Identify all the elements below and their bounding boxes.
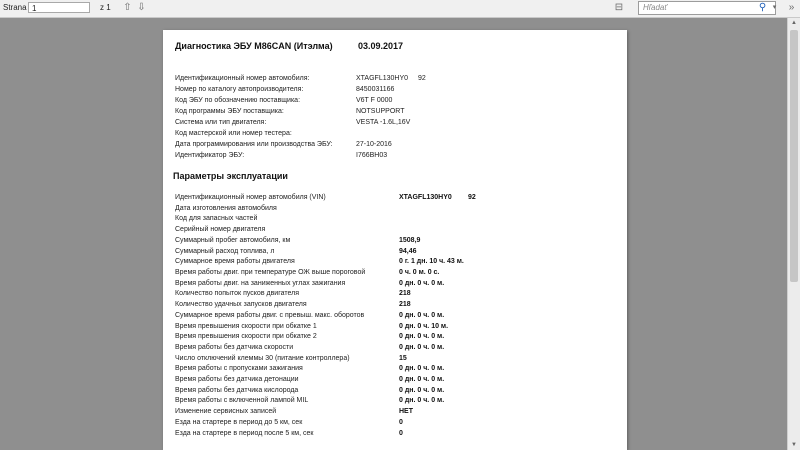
param-value: 0 дн. 0 ч. 0 м. [399, 387, 445, 394]
param-value: 0 [399, 419, 403, 426]
param-value: 0 дн. 0 ч. 0 м. [399, 312, 445, 319]
info-value: V6T F 0000 [356, 97, 393, 104]
report-date: 03.09.2017 [358, 41, 404, 51]
param-value: 0 дн. 0 ч. 0 м. [399, 333, 445, 340]
param-label: Идентификационный номер автомобиля (VIN) [175, 194, 326, 201]
param-label: Время превышения скорости при обкатке 2 [175, 333, 317, 340]
page-total-label: z 1 [100, 3, 111, 12]
param-label: Время работы двиг. на заниженных углах зажигания [175, 280, 346, 287]
scroll-down-icon[interactable]: ▼ [791, 442, 797, 448]
arrow-up-icon[interactable]: ⇧ [123, 2, 132, 13]
page-number-input[interactable]: 1 [28, 2, 90, 13]
info-label: Система или тип двигателя: [175, 119, 267, 126]
section-title: Параметры эксплуатации [173, 171, 288, 181]
param-label: Время превышения скорости при обкатке 1 [175, 323, 317, 330]
scroll-up-icon[interactable]: ▲ [791, 20, 797, 26]
arrow-down-icon[interactable]: ⇩ [137, 2, 146, 13]
info-value: VESTA -1.6L,16V [356, 119, 411, 126]
param-value: 0 [399, 430, 403, 437]
info-value: 8450031166 [356, 86, 395, 93]
param-label: Время работы без датчика кислорода [175, 387, 299, 394]
info-value-2: 92 [418, 75, 426, 82]
param-label: Число отключений клеммы 30 (питание контроллера) [175, 355, 350, 362]
param-value: XTAGFL130HY0 [399, 194, 452, 201]
info-label: Код программы ЭБУ поставщика: [175, 108, 284, 115]
info-label: Код мастерской или номер тестера: [175, 130, 292, 137]
param-value: 15 [399, 355, 407, 362]
param-value: 0 г. 1 дн. 10 ч. 43 м. [399, 258, 464, 265]
param-label: Изменение сервисных записей [175, 408, 277, 415]
info-value: XTAGFL130HY0 [356, 75, 409, 82]
chevron-down-icon[interactable]: ▾ [772, 4, 777, 11]
param-label: Время работы без датчика детонации [175, 376, 299, 383]
param-value: 218 [399, 290, 411, 297]
param-value: 1508,9 [399, 237, 421, 244]
param-label: Серийный номер двигателя [175, 226, 266, 233]
param-label: Время работы двиг. при температуре ОЖ выше пороговой [175, 269, 366, 276]
param-label: Время работы с пропусками зажигания [175, 365, 303, 372]
param-value: 0 ч. 0 м. 0 с. [399, 269, 440, 276]
info-value: 27-10-2016 [356, 141, 392, 148]
param-label: Суммарный расход топлива, л [175, 248, 275, 255]
param-value: 0 дн. 0 ч. 0 м. [399, 376, 445, 383]
info-label: Дата программирования или производства ЭБУ: [175, 141, 333, 148]
info-label: Код ЭБУ по обозначению поставщика: [175, 97, 301, 104]
param-label: Код для запасных частей [175, 215, 258, 222]
param-label: Время работы без датчика скорости [175, 344, 294, 351]
document-viewport [0, 18, 788, 450]
report-title: Диагностика ЭБУ М86CAN (Итэлма) [175, 41, 333, 51]
param-value: 0 дн. 0 ч. 0 м. [399, 280, 445, 287]
info-label: Идентификационный номер автомобиля: [175, 75, 310, 82]
info-value: NOTSUPPORT [356, 108, 405, 115]
param-label: Время работы с включенной лампой MIL [175, 397, 309, 404]
param-label: Количество удачных запусков двигателя [175, 301, 307, 308]
search-input[interactable]: Hľadať [638, 1, 776, 15]
param-value: 0 дн. 0 ч. 0 м. [399, 344, 445, 351]
vertical-scrollbar[interactable] [787, 18, 800, 450]
param-label: Суммарное время работы двиг. с превыш. макс. оборотов [175, 312, 365, 319]
param-label: Суммарное время работы двигателя [175, 258, 295, 265]
info-label: Номер по каталогу автопроизводителя: [175, 86, 304, 93]
param-label: Количество попыток пусков двигателя [175, 290, 299, 297]
scrollbar-thumb[interactable] [790, 30, 798, 282]
param-value: НЕТ [399, 408, 413, 415]
binoculars-icon[interactable]: ⊟ [614, 2, 624, 13]
search-icon[interactable]: ⚲ [758, 2, 767, 13]
next-icon[interactable]: » [788, 2, 795, 13]
report-page [163, 30, 627, 450]
param-value: 0 дн. 0 ч. 10 м. [399, 323, 449, 330]
info-value: I766BH03 [356, 152, 388, 159]
param-label: Дата изготовления автомобиля [175, 205, 277, 212]
param-value: 218 [399, 301, 411, 308]
param-label: Езда на стартере в период после 5 км, сек [175, 430, 314, 437]
param-value: 0 дн. 0 ч. 0 м. [399, 365, 445, 372]
info-label: Идентификатор ЭБУ: [175, 152, 245, 159]
param-value: 94,46 [399, 248, 417, 255]
page-label: Strana [3, 3, 27, 12]
param-value: 0 дн. 0 ч. 0 м. [399, 397, 445, 404]
report-toolbar [0, 0, 800, 18]
param-value-2: 92 [468, 194, 476, 201]
param-label: Езда на стартере в период до 5 км, сек [175, 419, 303, 426]
param-label: Суммарный пробег автомобиля, км [175, 237, 291, 244]
